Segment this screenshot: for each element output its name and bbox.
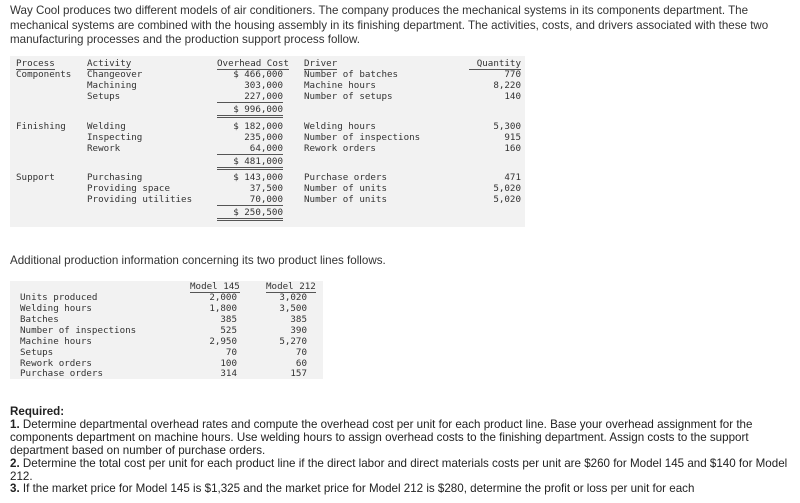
production-info-intro: Additional production information concerning its two product lines follows. [10,254,386,267]
driver-quantity: 5,300 [493,121,521,132]
requirement-number: 3. [10,482,20,496]
driver-label: Number of units [304,183,387,194]
header-process: Process [16,58,55,69]
overhead-cost: $ 143,000 [233,172,283,183]
model-212-value: 390 [290,325,307,336]
activity-cost-table [10,56,525,227]
activity-label: Changeover [87,69,143,80]
requirement-text: Determine the total cost per unit for each product line if the direct labor and direct materials costs per unit are $260 for Model 145 and $140 for Model 212. [10,456,788,483]
model-212-value: 3,500 [279,303,307,314]
driver-label: Number of inspections [304,132,421,143]
header-model-212: Model 212 [266,281,316,292]
activity-label: Providing space [87,183,170,194]
requirement-text: If the market price for Model 145 is $1,325 and the market price for Model 212 is $280, determine the profit or loss per unit for each [22,482,695,496]
requirement-number: 2. [10,456,20,470]
driver-quantity: 5,020 [493,183,521,194]
model-212-value: 3,020 [279,292,307,303]
driver-quantity: 5,020 [493,194,521,205]
driver-label: Rework orders [304,143,376,154]
model-212-value: 157 [290,368,307,379]
driver-label: Number of units [304,194,387,205]
requirement-number: 1. [10,417,20,431]
model-145-value: 2,000 [209,292,237,303]
activity-label: Machining [87,80,137,91]
activity-label: Providing utilities [87,194,193,205]
header-activity: Activity [87,58,132,69]
driver-quantity: 770 [504,69,521,80]
driver-label: Welding hours [304,121,376,132]
driver-quantity: 160 [504,143,521,154]
department-total: $ 996,000 [217,104,283,118]
row-label: Setups [20,347,54,358]
requirement-item [10,419,790,458]
row-label: Rework orders [20,358,92,369]
driver-label: Number of batches [304,69,399,80]
driver-quantity: 140 [504,91,521,102]
requirement-item [10,458,790,484]
row-label: Batches [20,314,59,325]
activity-label: Setups [87,91,121,102]
department-total: $ 481,000 [217,156,283,170]
driver-label: Number of setups [304,91,393,102]
row-label: Number of inspections [20,325,137,336]
model-212-value: 5,270 [279,336,307,347]
overhead-cost: $ 466,000 [233,69,283,80]
process-label: Support [16,172,55,183]
required-heading: Required: [10,405,65,418]
model-145-value: 385 [220,314,237,325]
driver-quantity: 471 [504,172,521,183]
row-label: Units produced [20,292,98,303]
requirement-item [10,483,790,496]
header-quantity: Quantity [469,58,521,70]
intro-paragraph: Way Cool produces two different models of air conditioners. The company produces the mechanical systems in its components department. The mechanical systems are combined with the housing assembly in its finishing department. The activities, costs, and drivers associated with these two manufacturing processes and the production support process follow. [10,4,769,47]
model-145-value: 525 [220,325,237,336]
model-145-value: 100 [220,358,237,369]
overhead-cost: $ 182,000 [233,121,283,132]
driver-label: Purchase orders [304,172,387,183]
overhead-cost: 37,500 [249,183,283,194]
model-212-value: 385 [290,314,307,325]
model-145-value: 2,950 [209,336,237,347]
requirement-text: Determine departmental overhead rates and compute the overhead cost per unit for each product line. Base your overhead assignment for the components department on machine hours. Use welding hours to assign overhead costs to the finishing department. Assign costs to the support department based on number of purchase orders. [10,417,753,457]
model-145-value: 70 [225,347,237,358]
activity-label: Inspecting [87,132,143,143]
row-label: Machine hours [20,336,92,347]
model-145-value: 1,800 [209,303,237,314]
driver-quantity: 915 [504,132,521,143]
row-label: Welding hours [20,303,92,314]
activity-label: Welding [87,121,126,132]
model-212-value: 70 [295,347,307,358]
required-section [10,406,790,496]
overhead-cost: 70,000 [217,194,283,206]
model-145-value: 314 [220,368,237,379]
department-total: $ 250,500 [217,207,283,221]
header-model-145: Model 145 [190,281,240,292]
header-driver: Driver [304,58,338,69]
process-label: Components [16,69,72,80]
product-line-table [10,281,323,379]
overhead-cost: 303,000 [244,80,283,91]
model-212-value: 60 [295,358,307,369]
overhead-cost: 235,000 [244,132,283,143]
activity-label: Purchasing [87,172,143,183]
driver-label: Machine hours [304,80,376,91]
overhead-cost: 64,000 [217,143,283,155]
driver-quantity: 8,220 [493,80,521,91]
row-label: Purchase orders [20,368,103,379]
overhead-cost: 227,000 [217,91,283,103]
process-label: Finishing [16,121,66,132]
header-overhead-cost: Overhead Cost [217,58,289,69]
activity-label: Rework [87,143,121,154]
